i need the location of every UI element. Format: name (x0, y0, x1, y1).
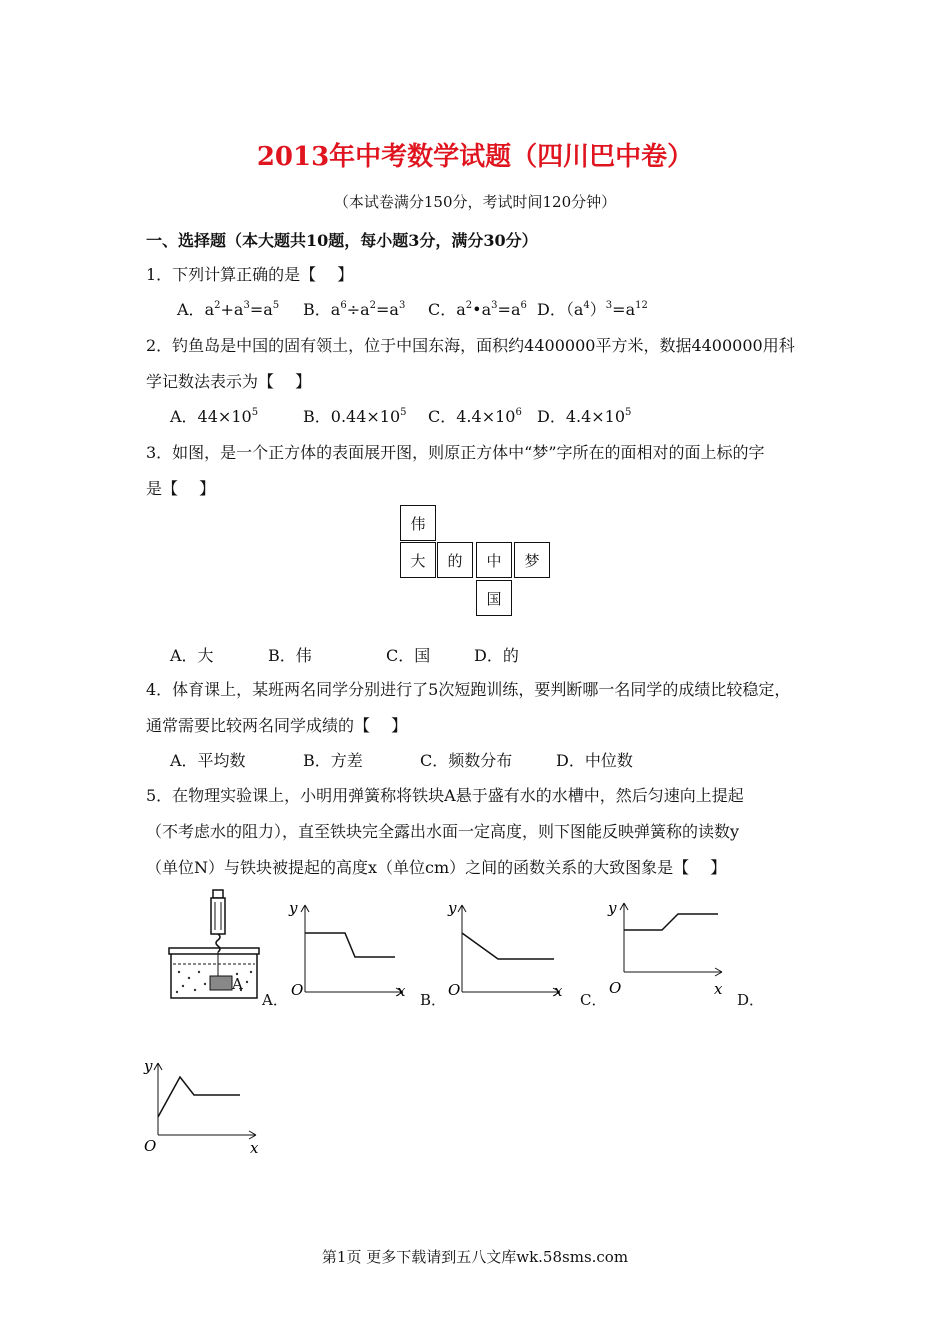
cube-net-diagram (400, 505, 552, 616)
q1-option-a: A．$a^2+a^3=a^5$ (177, 300, 280, 319)
net-face: 的 (437, 542, 473, 578)
q2-stem-line1: 2．钓鱼岛是中国的固有领土，位于中国东海，面积约4400000平方米，数据4400000用科 (146, 336, 795, 355)
iron-block-label: A (232, 975, 243, 993)
x-axis-label: x (250, 1139, 259, 1157)
graph-option-a (283, 897, 413, 1009)
net-face: 大 (400, 542, 436, 578)
net-face: 伟 (400, 505, 436, 541)
x-axis-label: x (714, 980, 723, 998)
q2-option-a: A．$44\times 10^5$ (170, 407, 259, 426)
graph-b-curve (462, 933, 554, 959)
graph-d-curve (158, 1077, 240, 1117)
q2-option-c: C．$4.4\times 10^6$ (428, 407, 522, 426)
graph-a-curve (305, 933, 395, 957)
q1-option-d: D．$(a^4)^3=a^{12}$ (537, 300, 648, 319)
q4-option-a: A．平均数 (170, 751, 246, 770)
q2-stem-line2: 学记数法表示为【 】 (146, 372, 312, 391)
q3-stem-line1: 3．如图，是一个正方体的表面展开图，则原正方体中“梦”字所在的面相对的面上标的字 (146, 443, 765, 462)
page-footer: 第1页 更多下载请到五八文库wk.58sms.com (321, 1248, 629, 1266)
graph-c-curve (624, 914, 718, 930)
y-axis-label: y (144, 1057, 153, 1075)
origin-label: O (609, 979, 622, 997)
q1-stem: 1．下列计算正确的是【 】 (146, 265, 354, 284)
q4-stem-line2: 通常需要比较两名同学成绩的【 】 (146, 716, 408, 735)
exam-subtitle: （本试卷满分150分，考试时间120分钟） (333, 193, 617, 211)
graph-option-d (140, 1055, 270, 1160)
q1-option-b: B．$a^6\div a^2=a^3$ (303, 300, 406, 319)
x-axis-label: x (554, 982, 563, 1000)
y-axis-label: y (289, 899, 298, 917)
net-face: 国 (476, 580, 512, 616)
net-face: 中 (476, 542, 512, 578)
section-heading: 一、选择题（本大题共10题，每小题3分，满分30分） (146, 231, 538, 250)
q5-stem-line2: （不考虑水的阻力），直至铁块完全露出水面一定高度，则下图能反映弹簧称的读数y (146, 822, 740, 841)
q3-stem-line2: 是【 】 (146, 479, 216, 498)
origin-label: O (144, 1137, 157, 1155)
q1-option-c: C．$a^2•a^3=a^6$ (428, 300, 527, 319)
graph-d-label: D． (737, 991, 765, 1009)
origin-label: O (291, 981, 304, 999)
y-axis-label: y (608, 899, 617, 917)
q2-option-d: D．$4.4\times 10^5$ (537, 407, 632, 426)
graph-option-b (440, 897, 570, 1009)
exam-title: 2013年中考数学试题（四川巴中卷） (256, 142, 694, 172)
spring-scale-apparatus-illustration (165, 888, 265, 1003)
graph-b-label: B． (420, 991, 447, 1009)
q4-option-c: C．频数分布 (420, 751, 513, 770)
x-axis-label: x (397, 982, 406, 1000)
q4-option-b: B．方差 (303, 751, 363, 770)
q2-option-b: B．$0.44\times 10^5$ (303, 407, 407, 426)
q5-stem-line1: 5．在物理实验课上，小明用弹簧称将铁块A悬于盛有水的水槽中，然后匀速向上提起 (146, 786, 744, 805)
q4-option-d: D．中位数 (556, 751, 633, 770)
q3-option-c: C．国 (386, 646, 431, 665)
q3-option-b: B．伟 (268, 646, 312, 665)
q5-stem-line3: （单位N）与铁块被提起的高度x（单位cm）之间的函数关系的大致图象是【 】 (146, 858, 727, 877)
origin-label: O (448, 981, 461, 999)
net-face: 梦 (514, 542, 550, 578)
q3-option-a: A．大 (170, 646, 214, 665)
q3-option-d: D．的 (474, 646, 519, 665)
graph-a-label: A． (262, 991, 288, 1009)
q4-stem-line1: 4．体育课上，某班两名同学分别进行了5次短跑训练，要判断哪一名同学的成绩比较稳定， (146, 680, 791, 699)
graph-c-label: C． (580, 991, 607, 1009)
y-axis-label: y (448, 899, 457, 917)
graph-option-c (600, 897, 730, 1009)
